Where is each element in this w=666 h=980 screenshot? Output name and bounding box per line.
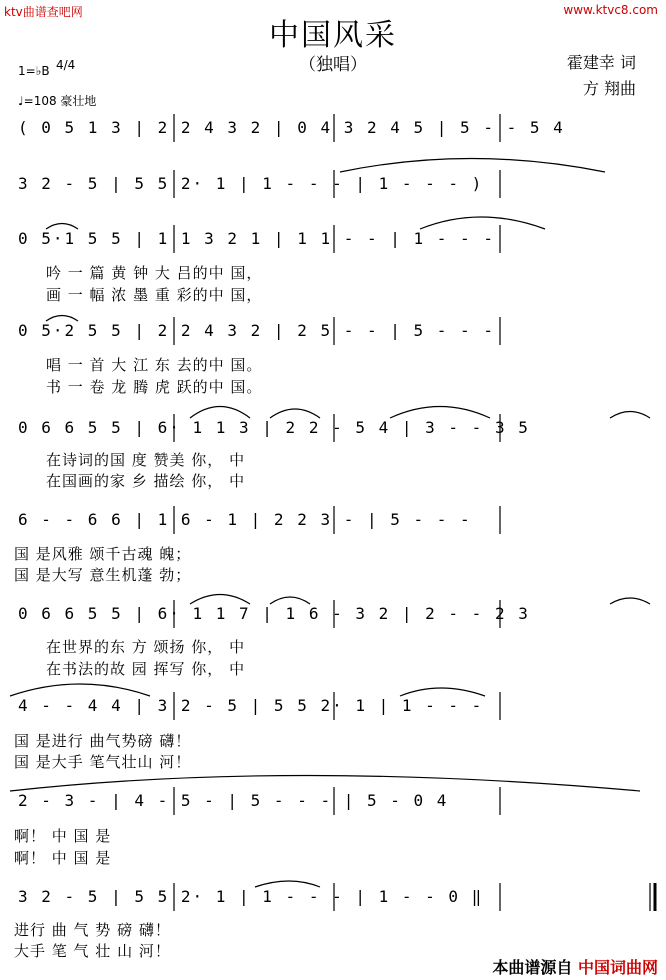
lyric-line: 唱 一 首 大 江 东 去的中 国。 xyxy=(46,356,263,374)
lyric-line: 进行 曲 气 势 磅 礴！ xyxy=(14,921,171,939)
time-signature: 4/4 xyxy=(56,58,76,72)
key-signature: 1=♭B xyxy=(18,64,50,78)
lyric-line: 在世界的东 方 颂扬 你， 中 xyxy=(46,638,246,656)
source-site-link[interactable]: 中国词曲网 xyxy=(577,958,658,977)
composer-credit: 方 翔曲 xyxy=(582,79,636,98)
lyric-line: 在诗词的国 度 赞美 你， 中 xyxy=(46,451,246,469)
lyric-line: 画 一 幅 浓 墨 重 彩的中 国， xyxy=(46,286,263,304)
notation-system-4: 0 5·2 5 5 | 2 2 4 3 2 | 2 5 - - | 5 - - - xyxy=(18,321,495,340)
notation-system-10: 3 2 - 5 | 5 5 2· 1 | 1 - - - | 1 - - 0 ‖ xyxy=(18,887,484,906)
lyric-line: 国 是风雅 颂千古魂 魄； xyxy=(14,545,192,563)
notation-system-1: ( 0 5 1 3 | 2 2 4 3 2 | 0 4 3 2 4 5 | 5 - - 5 4 xyxy=(18,118,565,137)
tempo-marking: ♩=108 豪壮地 xyxy=(18,94,97,108)
lyric-line: 国 是大写 意生机蓬 勃； xyxy=(14,566,192,584)
lyric-line: 在书法的故 园 挥写 你， 中 xyxy=(46,660,246,678)
lyric-line: 在国画的家 乡 描绘 你， 中 xyxy=(46,472,246,490)
song-title: 中国风采 xyxy=(269,18,397,53)
notation-system-7: 0 6 6 5 5 | 6· 1 1 7 | 1 6 - 3 2 | 2 - - 2 3 xyxy=(18,604,530,623)
watermark-left: ktv曲谱查吧网 xyxy=(4,5,83,19)
lyric-line: 大手 笔 气 壮 山 河！ xyxy=(14,942,171,960)
source-label: 本曲谱源自 xyxy=(492,958,573,977)
lyric-line: 国 是进行 曲气势磅 礴！ xyxy=(14,732,192,750)
song-subtitle: （独唱） xyxy=(299,55,367,75)
notation-system-5: 0 6 6 5 5 | 6· 1 1 3 | 2 2 - 5 4 | 3 - - 3 5 xyxy=(18,418,530,437)
lyric-line: 啊！ 中 国 是 xyxy=(14,849,112,867)
watermark-right: www.ktvc8.com xyxy=(563,3,658,17)
notation-system-6: 6 - - 6 6 | 1 6 - 1 | 2 2 3 - | 5 - - - xyxy=(18,510,472,529)
lyric-line: 啊！ 中 国 是 xyxy=(14,827,112,845)
notation-system-2: 3 2 - 5 | 5 5 2· 1 | 1 - - - | 1 - - - ) xyxy=(18,174,484,193)
source-footer xyxy=(492,955,658,978)
notation-system-3: 0 5·1 5 5 | 1 1 3 2 1 | 1 1 - - | 1 - - - xyxy=(18,229,495,248)
lyricist-credit: 霍建幸 词 xyxy=(566,53,636,72)
lyric-line: 吟 一 篇 黄 钟 大 吕的中 国， xyxy=(46,264,263,282)
lyric-line: 书 一 卷 龙 腾 虎 跃的中 国。 xyxy=(46,378,263,396)
notation-system-8: 4 - - 4 4 | 3 2 - 5 | 5 5 2· 1 | 1 - - - xyxy=(18,696,484,715)
notation-system-9: 2 - 3 - | 4 - 5 - | 5 - - - | 5 - 0 4 xyxy=(18,791,449,810)
lyric-line: 国 是大手 笔气壮山 河！ xyxy=(14,753,192,771)
